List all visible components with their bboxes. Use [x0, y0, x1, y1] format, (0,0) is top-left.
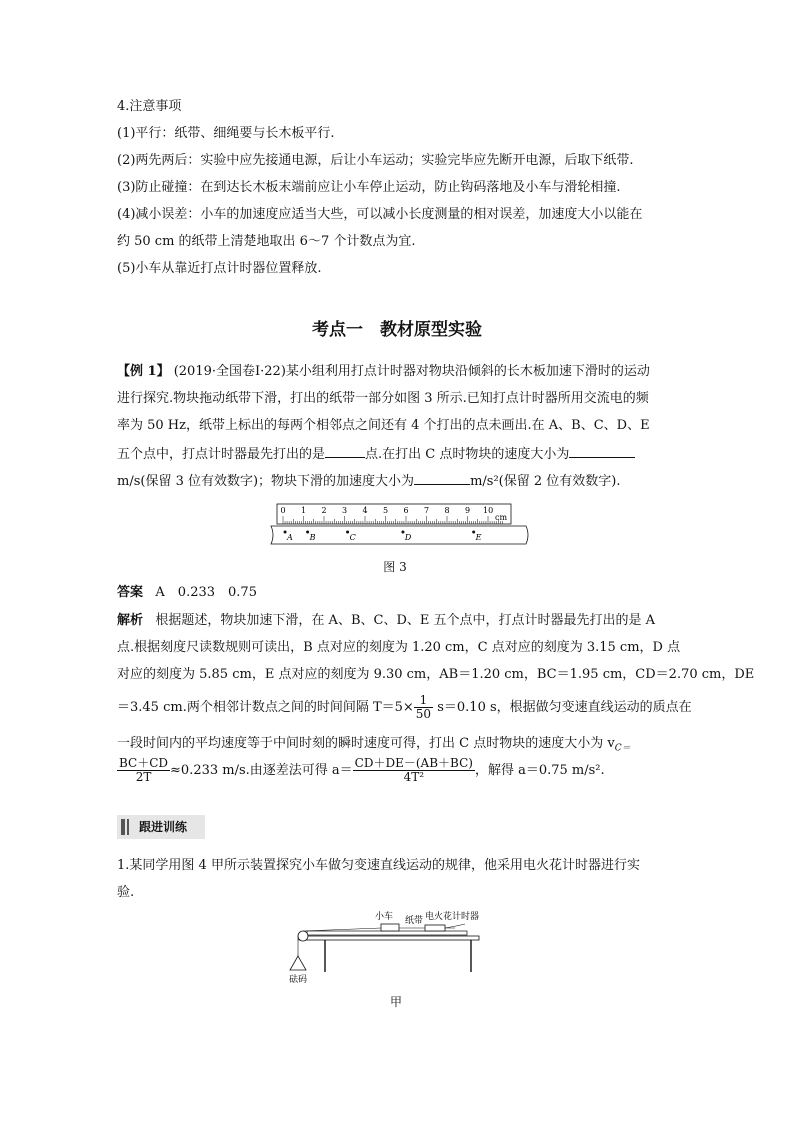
tape-point-label: B [309, 533, 316, 542]
string [303, 928, 381, 931]
frac1-den: 50 [415, 707, 432, 721]
example-line-5 [117, 472, 620, 490]
tape-point-label: A [287, 533, 293, 542]
label-weight: 砝码 [289, 975, 308, 985]
frac2-num: BC＋CD [119, 756, 169, 770]
practice-q1-line-2: 验. [117, 885, 135, 900]
long-board [307, 931, 467, 935]
ruler-number: 9 [465, 506, 471, 515]
note-item-5: (5)小车从靠近打点计时器位置释放. [117, 261, 322, 276]
ruler-number: 3 [342, 506, 348, 515]
answer-blank-1[interactable] [325, 445, 365, 458]
fraction-bc-cd-over-2t [117, 757, 170, 784]
example-text-1: 某小组利用打点计时器对物块沿倾斜的长木板加速下滑时的运动 [285, 364, 650, 379]
ruler-unit: cm [495, 513, 508, 522]
weight [290, 956, 306, 970]
tape-point-label: D [404, 533, 412, 542]
analysis-text-4b: s＝0.10 s，根据做匀变速直线运动的质点在 [437, 700, 692, 715]
ruler-number: 4 [362, 506, 368, 515]
figure-3-ruler-tape [268, 502, 530, 546]
analysis-text-6b: ，解得 a＝0.75 m/s². [474, 763, 605, 778]
example-text-4b: 点.在打出 C 点时物块的速度大小为 [365, 447, 570, 462]
pulley [298, 931, 308, 941]
example-line-4 [117, 445, 635, 463]
tape-point-label: C [349, 533, 356, 542]
fraction-diff-over-4t2 [353, 757, 475, 784]
note-item-2: (2)两先两后：实验中应先接通电源，后让小车运动；实验完毕应先断开电源，后取下纸带. [117, 153, 634, 168]
analysis-text-5: 一段时间内的平均速度等于中间时刻的瞬时速度可得，打出 C 点时物块的速度大小为 v [117, 736, 615, 751]
analysis-line-3: 对应的刻度为 5.85 cm，E 点对应的刻度为 9.30 cm，AB＝1.20 cm，BC＝1.95 cm，CD＝2.70 cm，DE [117, 667, 755, 682]
ruler-number: 10 [483, 506, 494, 515]
answer-label: 答案 [117, 585, 144, 600]
example-label: 【例 1】 [117, 364, 170, 379]
practice-q1-line-1: 1.某同学用图 4 甲所示装置探究小车做匀变速直线运动的规律，他采用电火花计时器进行实 [117, 858, 640, 873]
frac3-den: 4T² [403, 770, 425, 784]
tag-bar-thin [127, 819, 129, 835]
example-text-4a: 五个点中，打点计时器最先打出的是 [117, 447, 326, 462]
fraction-1-over-50 [414, 694, 433, 721]
ruler-number: 1 [301, 506, 307, 515]
example-text-5b: m/s²(保留 2 位有效数字). [470, 474, 621, 489]
frac2-den: 2T [135, 770, 152, 784]
answer-blank-2[interactable] [569, 445, 635, 458]
note-item-3: (3)防止碰撞：在到达长木板末端前应让小车停止运动，防止钩码落地及小车与滑轮相撞. [117, 180, 621, 195]
note-item-4-cont: 约 50 cm 的纸带上清楚地取出 6～7 个计数点为宜. [117, 234, 416, 249]
ruler-number: 5 [383, 506, 389, 515]
label-car: 小车 [375, 912, 394, 922]
figure-4-apparatus [285, 908, 485, 990]
example-line-3: 率为 50 Hz，纸带上标出的每两个相邻点之间还有 4 个打出的点未画出.在 A、B、C、D、E [117, 418, 650, 433]
tag-bar [121, 819, 125, 835]
example-line-1 [117, 364, 650, 380]
frac3-num: CD＋DE－(AB＋BC) [354, 756, 473, 770]
analysis-text-4a: ＝3.45 cm.两个相邻计数点之间的时间间隔 T＝5× [117, 700, 414, 715]
answer-values: A 0.233 0.75 [155, 585, 257, 600]
analysis-line-6 [117, 756, 605, 786]
analysis-line-4 [117, 694, 692, 721]
section-title: 考点一 教材原型实验 [312, 320, 482, 340]
ruler-number: 0 [280, 506, 286, 515]
answer-line [117, 585, 257, 601]
answer-blank-3[interactable] [414, 472, 470, 485]
ruler-number: 6 [403, 506, 409, 515]
analysis-text-1: 根据题述，物块加速下滑，在 A、B、C、D、E 五个点中，打点计时器最先打出的是 A [155, 613, 656, 628]
ruler-number: 7 [424, 506, 430, 515]
table-top [299, 936, 479, 940]
note-item-1: (1)平行：纸带、细绳要与长木板平行. [117, 126, 335, 141]
analysis-line-1 [117, 613, 655, 629]
example-source: (2019·全国卷Ⅰ·22) [173, 364, 286, 379]
car [381, 924, 399, 931]
example-line-2: 进行探究.物块拖动纸带下滑，打出的纸带一部分如图 3 所示.已知打点计时器所用交流电的频 [117, 391, 649, 406]
ruler-number: 8 [444, 506, 450, 515]
note-item-4: (4)减小误差：小车的加速度应适当大些，可以减小长度测量的相对误差，加速度大小以能在 [117, 207, 643, 222]
ruler-number: 2 [321, 506, 327, 515]
practice-tag [117, 815, 205, 839]
figure-3-caption: 图 3 [383, 560, 407, 574]
practice-tag-label: 跟进训练 [139, 820, 188, 834]
example-text-5a: m/s(保留 3 位有效数字)；物块下滑的加速度大小为 [117, 474, 415, 489]
tape-point-label: E [475, 533, 482, 542]
figure-4-caption: 甲 [389, 995, 402, 1009]
notes-heading: 4.注意事项 [117, 99, 182, 114]
analysis-label: 解析 [117, 613, 144, 628]
analysis-text-6a: ≈0.233 m/s.由逐差法可得 a＝ [170, 763, 353, 778]
vc-subscript: C＝ [614, 743, 631, 754]
spark-timer [425, 925, 445, 931]
analysis-line-5 [117, 736, 631, 757]
analysis-line-2: 点.根据刻度尺读数规则可读出，B 点对应的刻度为 1.20 cm，C 点对应的刻度为 3.15 cm，D 点 [117, 640, 681, 655]
timer-cord [445, 924, 465, 928]
label-tape: 纸带 [405, 916, 424, 926]
frac1-num: 1 [414, 694, 433, 708]
label-timer: 电火花计时器 [425, 912, 480, 922]
